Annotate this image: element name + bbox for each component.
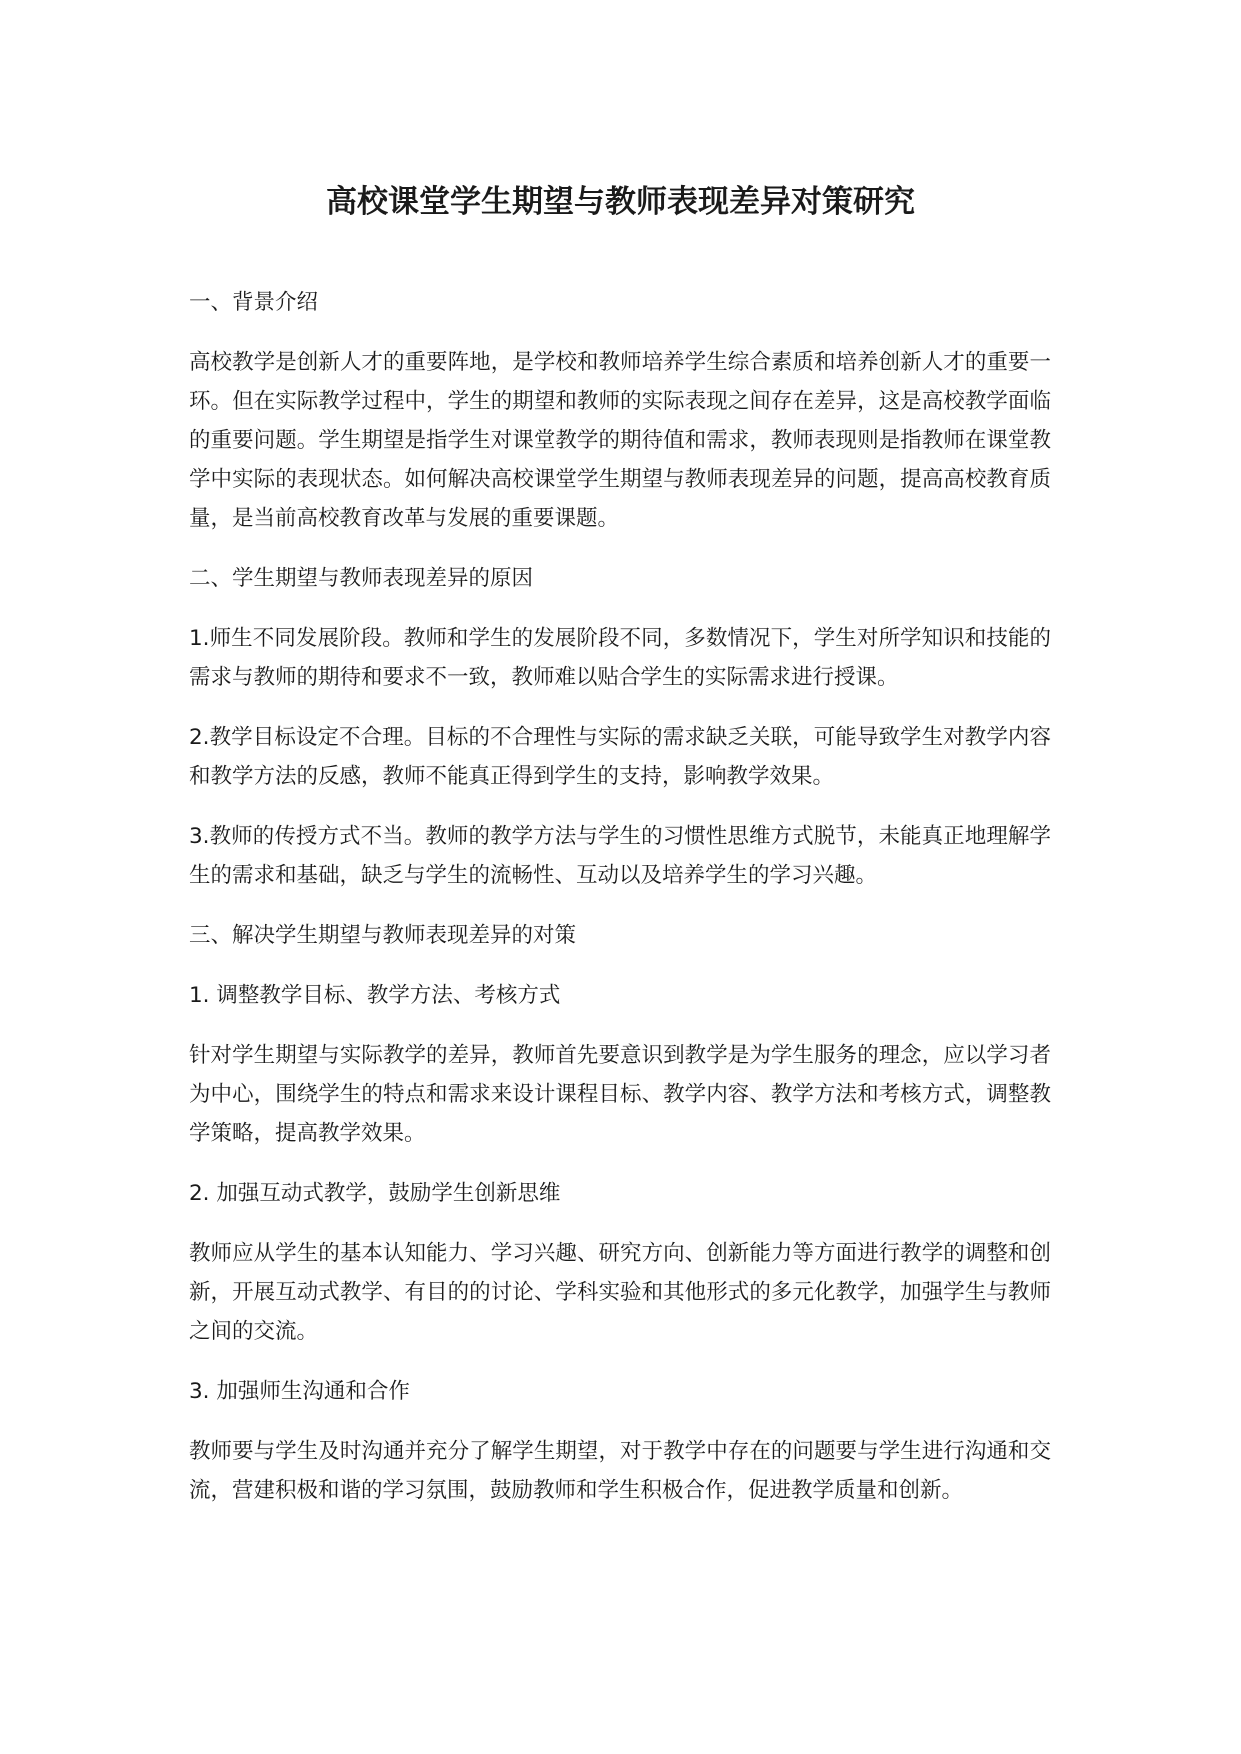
paragraph-cause-1: 1.师生不同发展阶段。教师和学生的发展阶段不同，多数情况下，学生对所学知识和技能的需求与教师的期待和要求不一致，教师难以贴合学生的实际需求进行授课。 [189, 626, 1051, 690]
subheading-strategy-3: 3. 加强师生沟通和合作 [189, 1379, 410, 1404]
section-heading-causes: 二、学生期望与教师表现差异的原因 [189, 566, 534, 591]
paragraph-strategy-1: 针对学生期望与实际教学的差异，教师首先要意识到教学是为学生服务的理念，应以学习者为中心，围绕学生的特点和需求来设计课程目标、教学内容、教学方法和考核方式，调整教学策略，提高教学效果。 [189, 1043, 1051, 1146]
paragraph-strategy-2: 教师应从学生的基本认知能力、学习兴趣、研究方向、创新能力等方面进行教学的调整和创新，开展互动式教学、有目的的讨论、学科实验和其他形式的多元化教学，加强学生与教师之间的交流。 [189, 1241, 1051, 1344]
paragraph-cause-3: 3.教师的传授方式不当。教师的教学方法与学生的习惯性思维方式脱节，未能真正地理解学生的需求和基础，缺乏与学生的流畅性、互动以及培养学生的学习兴趣。 [189, 824, 1051, 888]
subheading-strategy-2: 2. 加强互动式教学，鼓励学生创新思维 [189, 1181, 561, 1206]
section-heading-background: 一、背景介绍 [189, 290, 319, 315]
page-title: 高校课堂学生期望与教师表现差异对策研究 [326, 184, 915, 220]
paragraph-cause-2: 2.教学目标设定不合理。目标的不合理性与实际的需求缺乏关联，可能导致学生对教学内容和教学方法的反感，教师不能真正得到学生的支持，影响教学效果。 [189, 725, 1051, 789]
section-heading-strategies: 三、解决学生期望与教师表现差异的对策 [189, 923, 577, 948]
document-body [189, 283, 1051, 1531]
paragraph-strategy-3: 教师要与学生及时沟通并充分了解学生期望，对于教学中存在的问题要与学生进行沟通和交流，营建积极和谐的学习氛围，鼓励教师和学生积极合作，促进教学质量和创新。 [189, 1439, 1051, 1503]
subheading-strategy-1: 1. 调整教学目标、教学方法、考核方式 [189, 983, 561, 1008]
paragraph-background: 高校教学是创新人才的重要阵地，是学校和教师培养学生综合素质和培养创新人才的重要一环。但在实际教学过程中，学生的期望和教师的实际表现之间存在差异，这是高校教学面临的重要问题。学生期望是指学生对课堂教学的期待值和需求，教师表现则是指教师在课堂教学中实际的表现状态。如何解决高校课堂学生期望与教师表现差异的问题，提高高校教育质量，是当前高校教育改革与发展的重要课题。 [189, 350, 1051, 531]
